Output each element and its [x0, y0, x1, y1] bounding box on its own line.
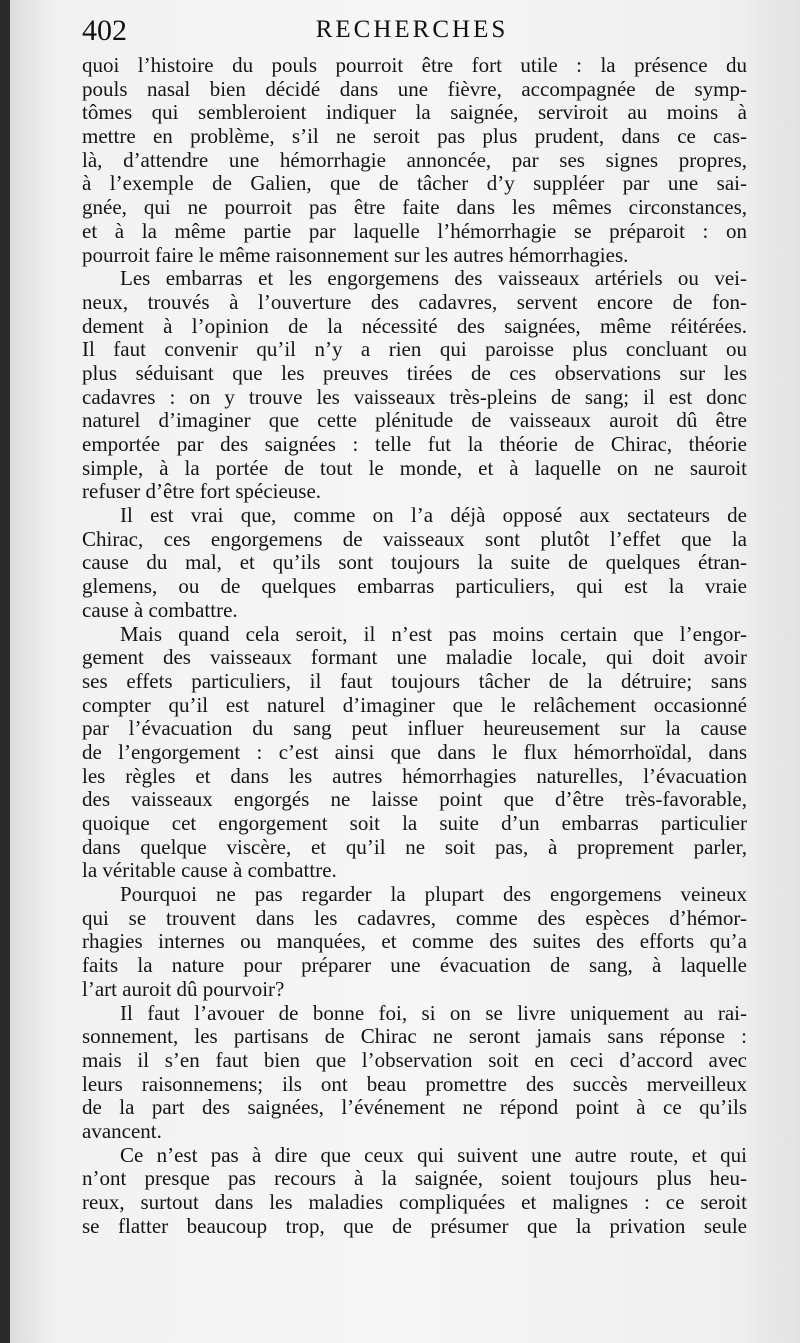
text-line: des vaisseaux engorgés ne laisse point que d’être très-favorable, [82, 787, 747, 812]
text-line: tômes qui sembleroient indiquer la saignée, serviroit au moins à [82, 100, 747, 125]
text-line: quoi l’histoire du pouls pourroit être fort utile : la présence du [82, 53, 747, 77]
text-line: de l’engorgement : c’est ainsi que dans le flux hémorrhoïdal, dans [82, 739, 747, 764]
text-line: Chirac, ces engorgemens de vaisseaux sont plutôt l’effet que la [82, 526, 747, 551]
text-line: mettre en problème, s’il ne seroit pas plus prudent, dans ce cas- [82, 124, 747, 149]
text-line: reux, surtout dans les maladies compliquées et malignes : ce seroit [82, 1190, 747, 1214]
text-line: Pourquoi ne pas regarder la plupart des engorgemens veineux [120, 882, 747, 907]
text-line: se flatter beaucoup trop, que de présumer que la privation seule [82, 1213, 747, 1238]
text-line: par l’évacuation du sang peut influer heureusement sur la cause [82, 716, 747, 741]
text-line: Ce n’est pas à dire que ceux qui suivent une autre route, et qui [120, 1142, 747, 1167]
text-line: n’ont presque pas recours à la saignée, soient toujours plus heu- [82, 1166, 747, 1191]
text-line: glemens, ou de quelques embarras particuliers, qui est la vraie [82, 574, 747, 599]
book-page [10, 0, 800, 1343]
text-line: dement à l’opinion de la nécessité des saignées, même réitérées. [82, 313, 747, 338]
text-line: les règles et dans les autres hémorrhagies naturelles, l’évacuation [82, 763, 747, 788]
text-line: naturel d’imaginer que cette plénitude de vaisseaux auroit dû être [82, 408, 747, 433]
text-line: neux, trouvés à l’ouverture des cadavres, servent encore de fon- [82, 289, 747, 314]
text-line: pourroit faire le même raisonnement sur les autres hémorrhagies. [82, 242, 629, 267]
text-line: là, d’attendre une hémorrhagie annoncée, par ses signes propres, [82, 147, 747, 172]
text-line: gement des vaisseaux formant une maladie locale, qui doit avoir [82, 645, 747, 670]
text-line: l’art auroit dû pourvoir? [82, 976, 285, 1001]
text-line: Les embarras et les engorgemens des vaisseaux artériels ou vei- [120, 266, 747, 291]
text-line: sonnement, les partisans de Chirac ne seront jamais sans réponse : [82, 1024, 747, 1049]
text-line: Il faut l’avouer de bonne foi, si on se livre uniquement au rai- [120, 1000, 747, 1025]
page-number: 402 [82, 14, 127, 47]
text-line: à l’exemple de Galien, que de tâcher d’y suppléer par une sai- [82, 171, 747, 196]
text-line: cadavres : on y trouve les vaisseaux très-pleins de sang; il est donc [82, 384, 747, 409]
text-line: cause à combattre. [82, 597, 238, 622]
text-line: plus séduisant que les preuves tirées de ces observations sur les [82, 360, 747, 385]
text-line: leurs raisonnemens; ils ont beau promettre des succès merveilleux [82, 1071, 747, 1096]
running-title: RECHERCHES [315, 16, 509, 43]
text-line: cause du mal, et qu’ils sont toujours la suite de quelques étran- [82, 550, 747, 575]
text-line: pouls nasal bien décidé dans une fièvre, accompagnée de symp- [82, 76, 747, 101]
text-line: ses effets particuliers, il faut toujours tâcher de la détruire; sans [82, 668, 747, 693]
page-header [82, 14, 742, 48]
text-line: emportée par des saignées : telle fut la théorie de Chirac, théorie [82, 432, 747, 456]
text-line: dans quelque viscère, et qu’il ne soit pas, à proprement parler, [82, 834, 747, 859]
text-line: Il est vrai que, comme on l’a déjà opposé aux sectateurs de [120, 503, 747, 528]
text-line: Mais quand cela seroit, il n’est pas moins certain que l’engor- [120, 621, 747, 646]
text-line: gnée, qui ne pourroit pas être faite dans les mêmes circonstances, [82, 195, 747, 220]
text-line: compter qu’il est naturel d’imaginer que le relâchement occasionné [82, 692, 747, 717]
text-line: quoique cet engorgement soit la suite d’un embarras particulier [82, 811, 747, 835]
body-text [82, 54, 747, 1238]
text-line: simple, à la portée de tout le monde, et à laquelle on ne sauroit [82, 455, 747, 480]
text-line: rhagies internes ou manquées, et comme des suites des efforts qu’a [82, 929, 747, 954]
text-line: refuser d’être fort spécieuse. [82, 479, 322, 504]
text-line: la véritable cause à combattre. [82, 858, 337, 883]
text-line: de la part des saignées, l’événement ne répond point à ce qu’ils [82, 1095, 747, 1120]
text-line: et à la même partie par laquelle l’hémorrhagie se préparoit : on [82, 218, 747, 243]
text-line: avancent. [82, 1118, 162, 1143]
text-line: qui se trouvent dans les cadavres, comme des espèces d’hémor- [82, 905, 747, 930]
text-line: mais il s’en faut bien que l’observation soit en ceci d’accord avec [82, 1047, 747, 1072]
text-line: Il faut convenir qu’il n’y a rien qui paroisse plus concluant ou [82, 337, 747, 362]
text-line: faits la nature pour préparer une évacuation de sang, à laquelle [82, 953, 747, 978]
